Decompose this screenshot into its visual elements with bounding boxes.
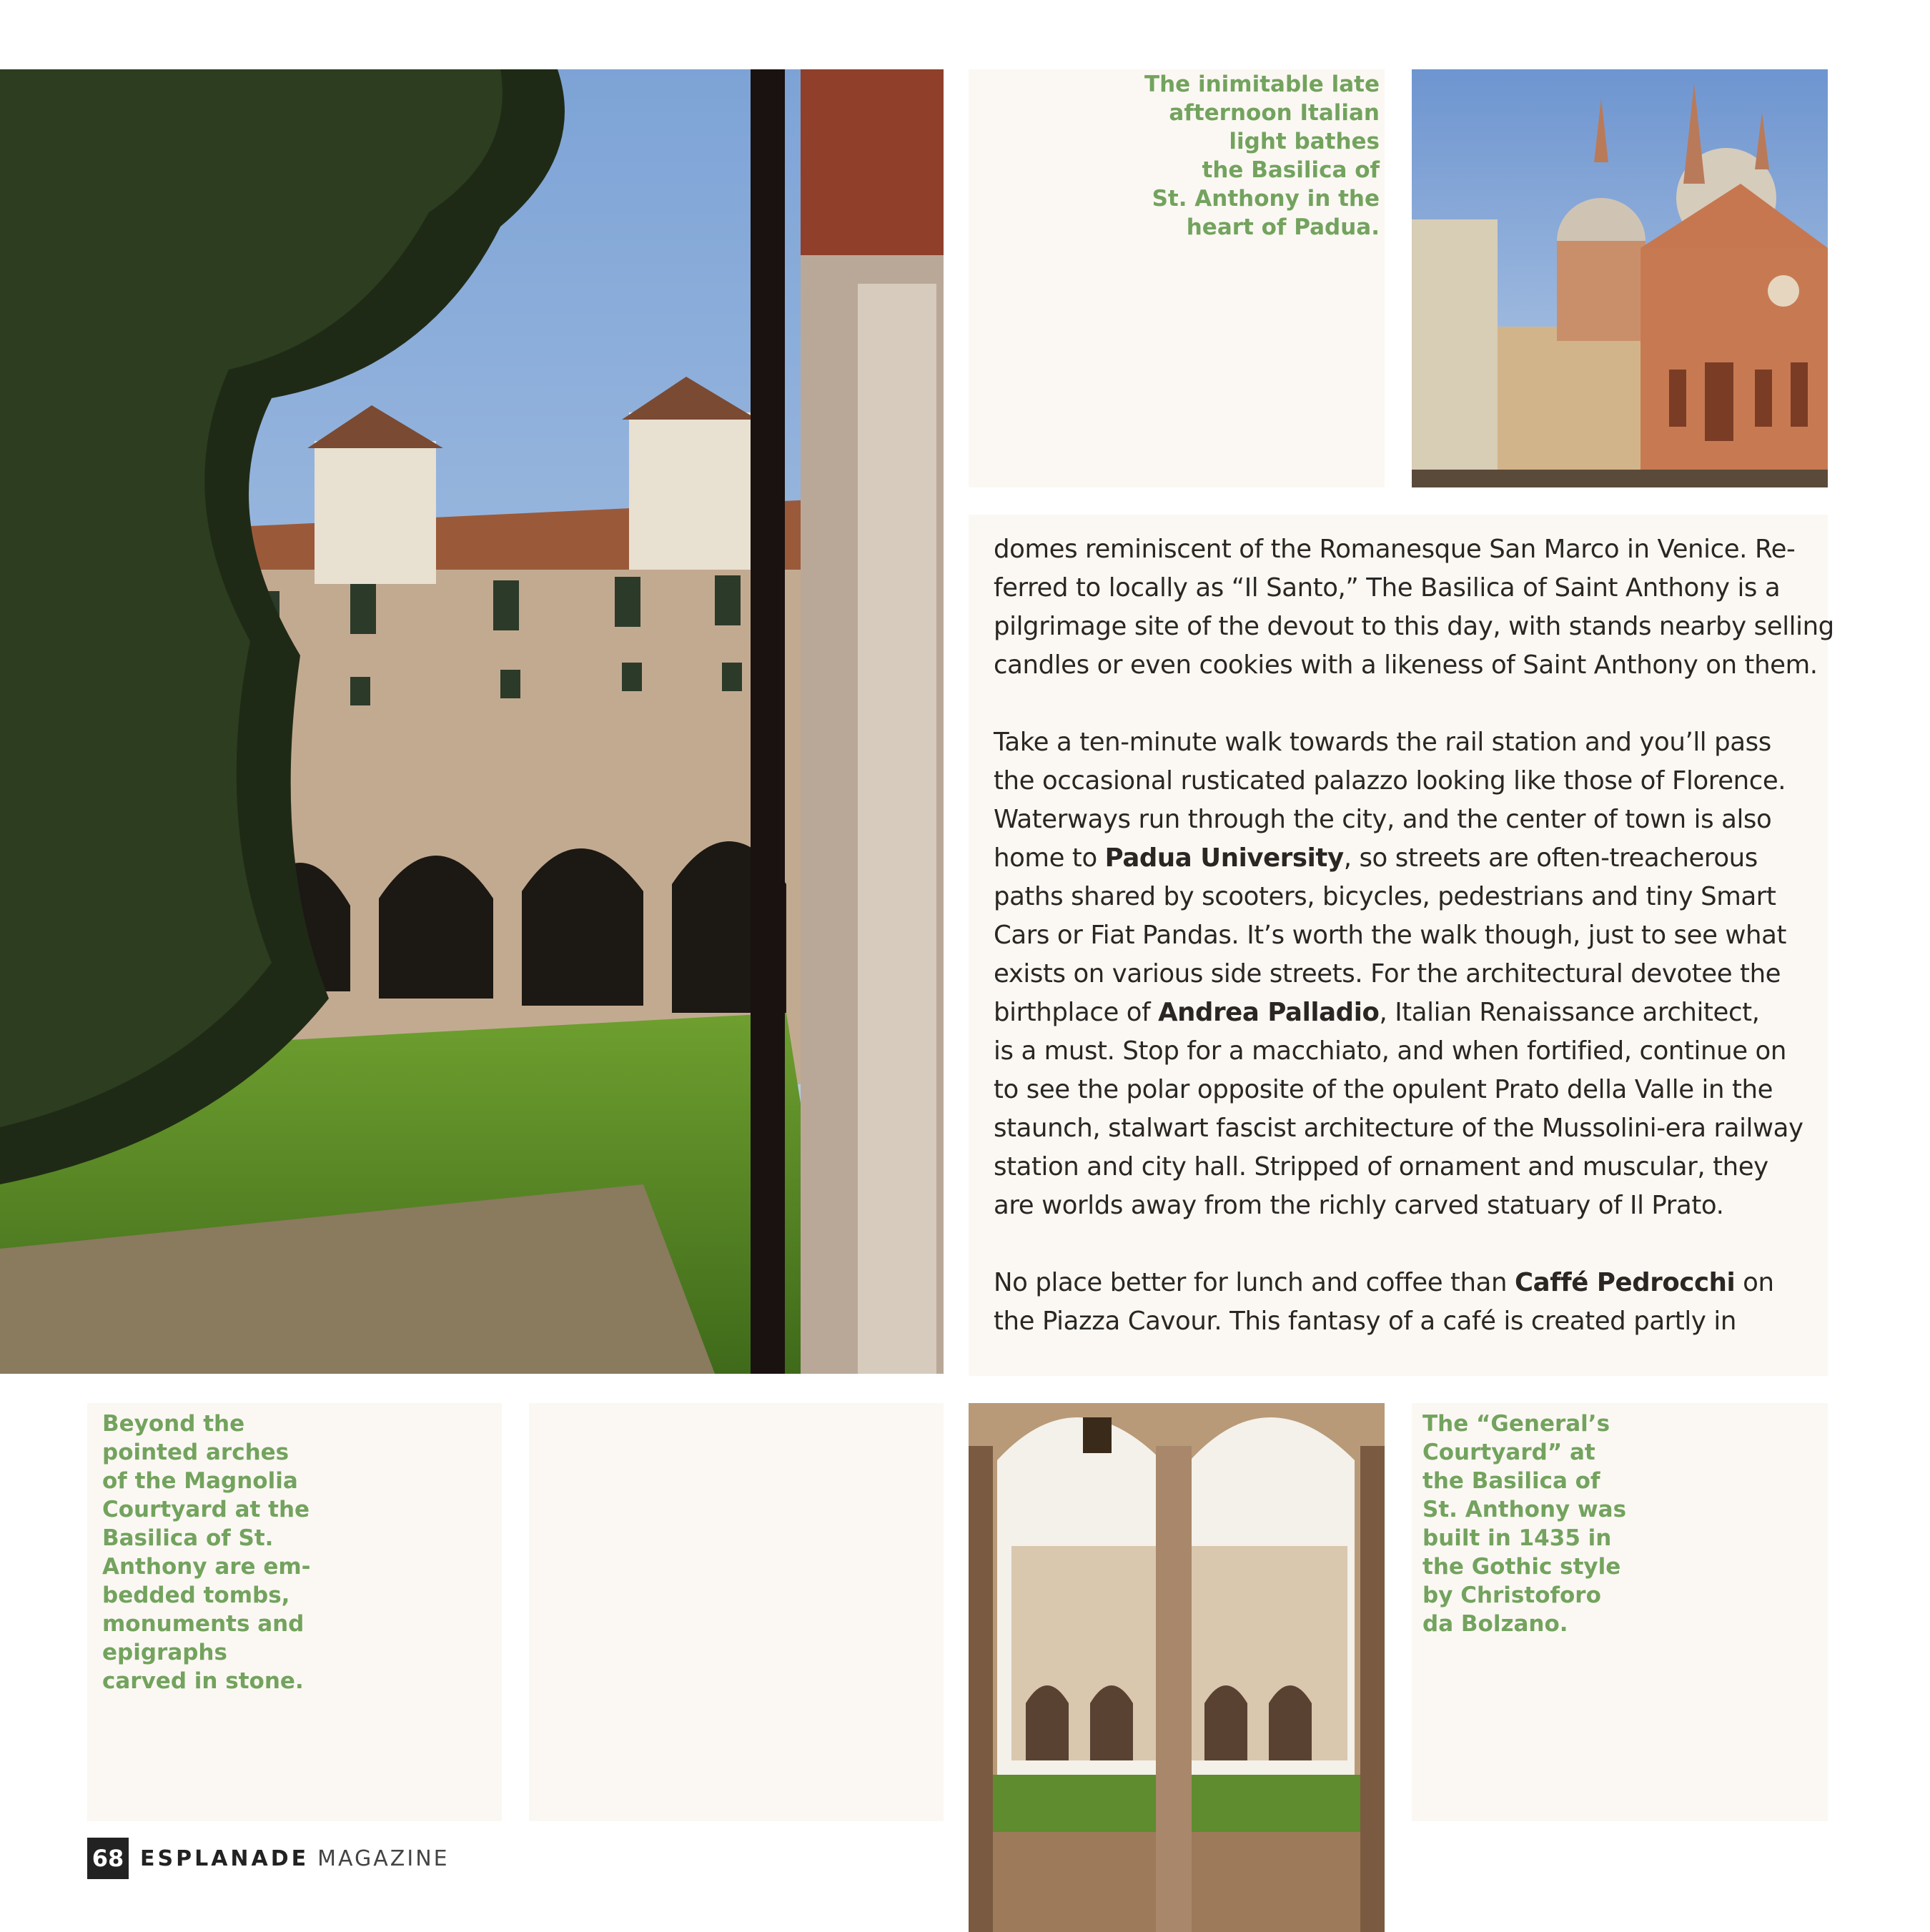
magazine-brand-sub: MAGAZINE bbox=[317, 1846, 450, 1871]
magazine-brand: ESPLANADE bbox=[140, 1846, 310, 1871]
tile-bottom-middle bbox=[529, 1403, 944, 1821]
paragraph-3: No place better for lunch and coffee than Caffé Pedrocchi on the Piazza Cavour. This fantasy of a café is created partly in bbox=[994, 1268, 1774, 1336]
caption-generals-courtyard: The “General’s Courtyard” at the Basilica of St. Anthony was built in 1435 in the Gothic style by Christoforo da Bolzano. bbox=[1422, 1411, 1627, 1637]
page-number: 68 bbox=[87, 1838, 129, 1879]
article-body bbox=[994, 530, 1834, 1341]
paragraph-1: domes reminiscent of the Romanesque San Marco in Venice. Re- ferred to locally as “Il Santo,” The Basilica of Saint Anthony is a pilgrimage site of the devout to this day, with stands nearby selling candles or even cookies with a likeness of Saint Anthony on them. bbox=[994, 535, 1834, 680]
paragraph-2: Take a ten-minute walk towards the rail station and you’ll pass the occasional rusticated palazzo looking like those of Florence. Waterways run through the city, and the center of town is also home to Padua University, so streets are often-treacherous paths shared by scooters, bicycles, pedestrians and tiny Smart Cars or Fiat Pandas. It’s worth the walk though, just to see what exists on various side streets. For the architectural devotee the birthplace of Andrea Palladio, Italian Renaissance architect, is a must. Stop for a macchiato, and when fortified, continue on to see the polar opposite of the opulent Prato della Valle in the staunch, stalwart fascist architecture of the Mussolini-era railway station and city hall. Stripped of ornament and muscular, they are worlds away from the richly carved statuary of Il Prato. bbox=[994, 728, 1803, 1220]
caption-magnolia-courtyard: Beyond the pointed arches of the Magnolia Courtyard at the Basilica of St. Anthony are em- bedded tombs, monuments and epigraphs carved in stone. bbox=[102, 1411, 311, 1694]
basilica-photo bbox=[1412, 69, 1828, 487]
padua-university-name: Padua University bbox=[1104, 843, 1344, 873]
caption-basilica: The inimitable late afternoon Italian light bathes the Basilica of St. Anthony in the heart of Padua. bbox=[1144, 71, 1380, 240]
andrea-palladio-name: Andrea Palladio bbox=[1158, 998, 1380, 1027]
caffe-pedrocchi-name: Caffé Pedrocchi bbox=[1514, 1268, 1736, 1297]
courtyard-photo bbox=[969, 1403, 1385, 1932]
cloister-photo bbox=[0, 69, 944, 1374]
page-footer bbox=[87, 1837, 450, 1880]
